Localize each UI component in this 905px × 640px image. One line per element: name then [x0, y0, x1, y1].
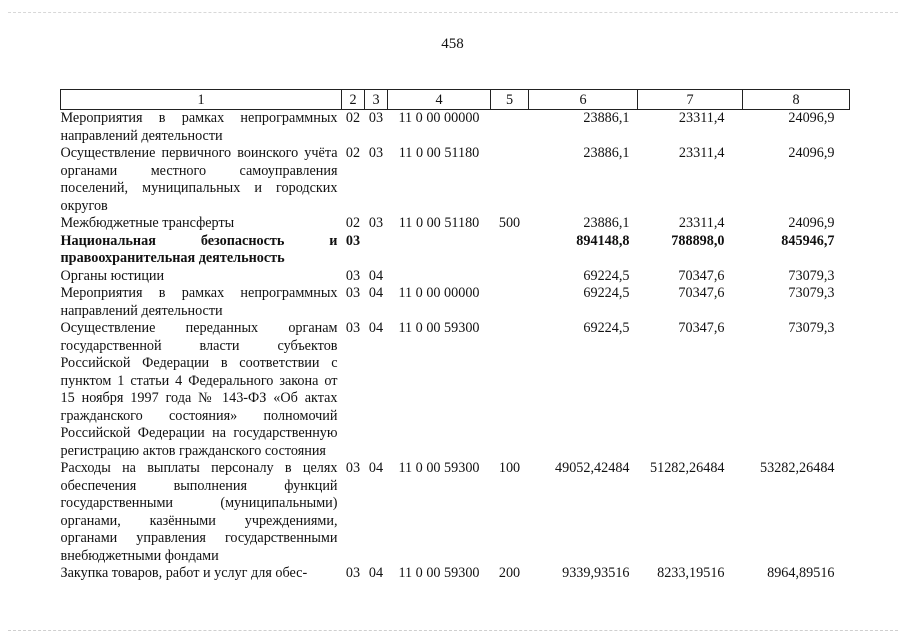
row-amount-col7: 23311,4 — [678, 110, 725, 126]
row-amount-col7: 23311,4 — [678, 215, 725, 231]
row-target-article — [388, 268, 491, 286]
table-row — [61, 215, 850, 233]
row-section: 03 — [345, 267, 361, 284]
row-name: Осуществление переданных органам государственной власти субъектов Российской Федерации в соответствии с пунктом 1 статьи 4 Федерального закона от 15 ноября 1997 года № 143-ФЗ «Об актах гражданского состояния» полномочий Российской Федерации на государственную регистрацию актов гражданского состояния — [60, 320, 338, 459]
page-number: 458 — [441, 36, 464, 52]
row-expense-type: 100 — [498, 460, 521, 476]
row-subsection: 03 — [368, 110, 384, 126]
row-expense-type — [491, 145, 529, 215]
row-expense-type — [491, 268, 529, 286]
row-amount-col7: 8233,19516 — [657, 565, 725, 581]
table-row — [61, 460, 850, 565]
header-col-5: 5 — [491, 90, 529, 110]
row-amount-col8: 24096,9 — [788, 145, 835, 161]
row-amount-col6: 23886,1 — [583, 215, 630, 231]
table-header — [61, 90, 850, 110]
table-row — [61, 145, 850, 215]
row-amount-col7: 788898,0 — [671, 232, 725, 249]
row-section: 03 — [345, 232, 361, 249]
row-target-article — [388, 233, 491, 268]
table-body — [61, 110, 850, 583]
row-target-article: 11 0 00 59300 — [398, 565, 480, 581]
scan-edge-bottom — [8, 630, 898, 631]
row-subsection: 04 — [368, 285, 384, 301]
table-row — [61, 233, 850, 268]
table-row — [61, 110, 850, 146]
row-amount-col6: 69224,5 — [583, 320, 630, 336]
row-amount-col6: 23886,1 — [583, 145, 630, 161]
table-row — [61, 285, 850, 320]
row-expense-type — [491, 320, 529, 460]
row-target-article: 11 0 00 51180 — [398, 145, 480, 161]
row-section: 03 — [345, 285, 361, 301]
row-amount-col6: 69224,5 — [583, 267, 630, 284]
row-name: Национальная безопасность и правоохранительная деятельность — [60, 232, 338, 266]
row-name: Мероприятия в рамках непрограммных направлений деятельности — [60, 285, 338, 319]
header-col-3: 3 — [365, 90, 388, 110]
row-amount-col7: 23311,4 — [678, 145, 725, 161]
row-name: Расходы на выплаты персоналу в целях обеспечения выполнения функций государственными (муниципальными) органами, казёнными учреждениями, органами управления государственными внебюджетными фондами — [60, 460, 338, 564]
row-subsection: 04 — [368, 460, 384, 476]
scan-edge-top — [8, 12, 898, 13]
row-subsection: 04 — [368, 267, 384, 284]
row-section: 03 — [345, 460, 361, 476]
row-amount-col7: 70347,6 — [678, 267, 725, 284]
row-amount-col8: 24096,9 — [788, 110, 835, 126]
row-amount-col7: 51282,26484 — [650, 460, 725, 476]
header-col-7: 7 — [638, 90, 743, 110]
table-row — [61, 565, 850, 583]
header-col-8: 8 — [743, 90, 850, 110]
header-col-1: 1 — [61, 90, 342, 110]
header-col-6: 6 — [529, 90, 638, 110]
row-expense-type: 500 — [498, 215, 521, 231]
row-subsection — [365, 233, 388, 268]
row-expense-type — [491, 110, 529, 146]
table-row — [61, 268, 850, 286]
row-section: 02 — [345, 145, 361, 161]
row-amount-col8: 53282,26484 — [760, 460, 835, 476]
row-name: Мероприятия в рамках непрограммных направлений деятельности — [60, 110, 338, 144]
row-target-article: 11 0 00 00000 — [398, 110, 480, 126]
row-expense-type — [491, 233, 529, 268]
header-col-4: 4 — [388, 90, 491, 110]
row-amount-col7: 70347,6 — [678, 285, 725, 301]
row-target-article: 11 0 00 51180 — [398, 215, 480, 231]
row-section: 03 — [345, 565, 361, 581]
row-target-article: 11 0 00 00000 — [398, 285, 480, 301]
header-row — [61, 90, 850, 110]
row-target-article: 11 0 00 59300 — [398, 460, 480, 476]
row-expense-type: 200 — [498, 565, 521, 581]
row-section: 02 — [345, 215, 361, 231]
row-amount-col8: 8964,89516 — [767, 565, 835, 581]
row-amount-col8: 73079,3 — [788, 320, 835, 336]
row-expense-type — [491, 285, 529, 320]
row-amount-col6: 9339,93516 — [562, 565, 630, 581]
row-subsection: 04 — [368, 320, 384, 336]
row-target-article: 11 0 00 59300 — [398, 320, 480, 336]
row-subsection: 03 — [368, 215, 384, 231]
row-section: 03 — [345, 320, 361, 336]
row-amount-col8: 73079,3 — [788, 267, 835, 284]
table-row — [61, 320, 850, 460]
row-subsection: 04 — [368, 565, 384, 581]
budget-table — [60, 89, 850, 583]
row-section: 02 — [345, 110, 361, 126]
row-name: Органы юстиции — [60, 267, 165, 284]
row-subsection: 03 — [368, 145, 384, 161]
row-amount-col8: 24096,9 — [788, 215, 835, 231]
row-name: Закупка товаров, работ и услуг для обес- — [60, 565, 308, 581]
row-amount-col6: 69224,5 — [583, 285, 630, 301]
row-amount-col7: 70347,6 — [678, 320, 725, 336]
row-amount-col6: 894148,8 — [576, 232, 630, 249]
row-name: Осуществление первичного воинского учёта органами местного самоуправления поселений, муниципальных и городских округов — [60, 145, 338, 214]
row-amount-col6: 49052,42484 — [555, 460, 630, 476]
header-col-2: 2 — [342, 90, 365, 110]
row-amount-col6: 23886,1 — [583, 110, 630, 126]
row-name: Межбюджетные трансферты — [60, 215, 235, 231]
row-amount-col8: 73079,3 — [788, 285, 835, 301]
row-amount-col8: 845946,7 — [781, 232, 835, 249]
